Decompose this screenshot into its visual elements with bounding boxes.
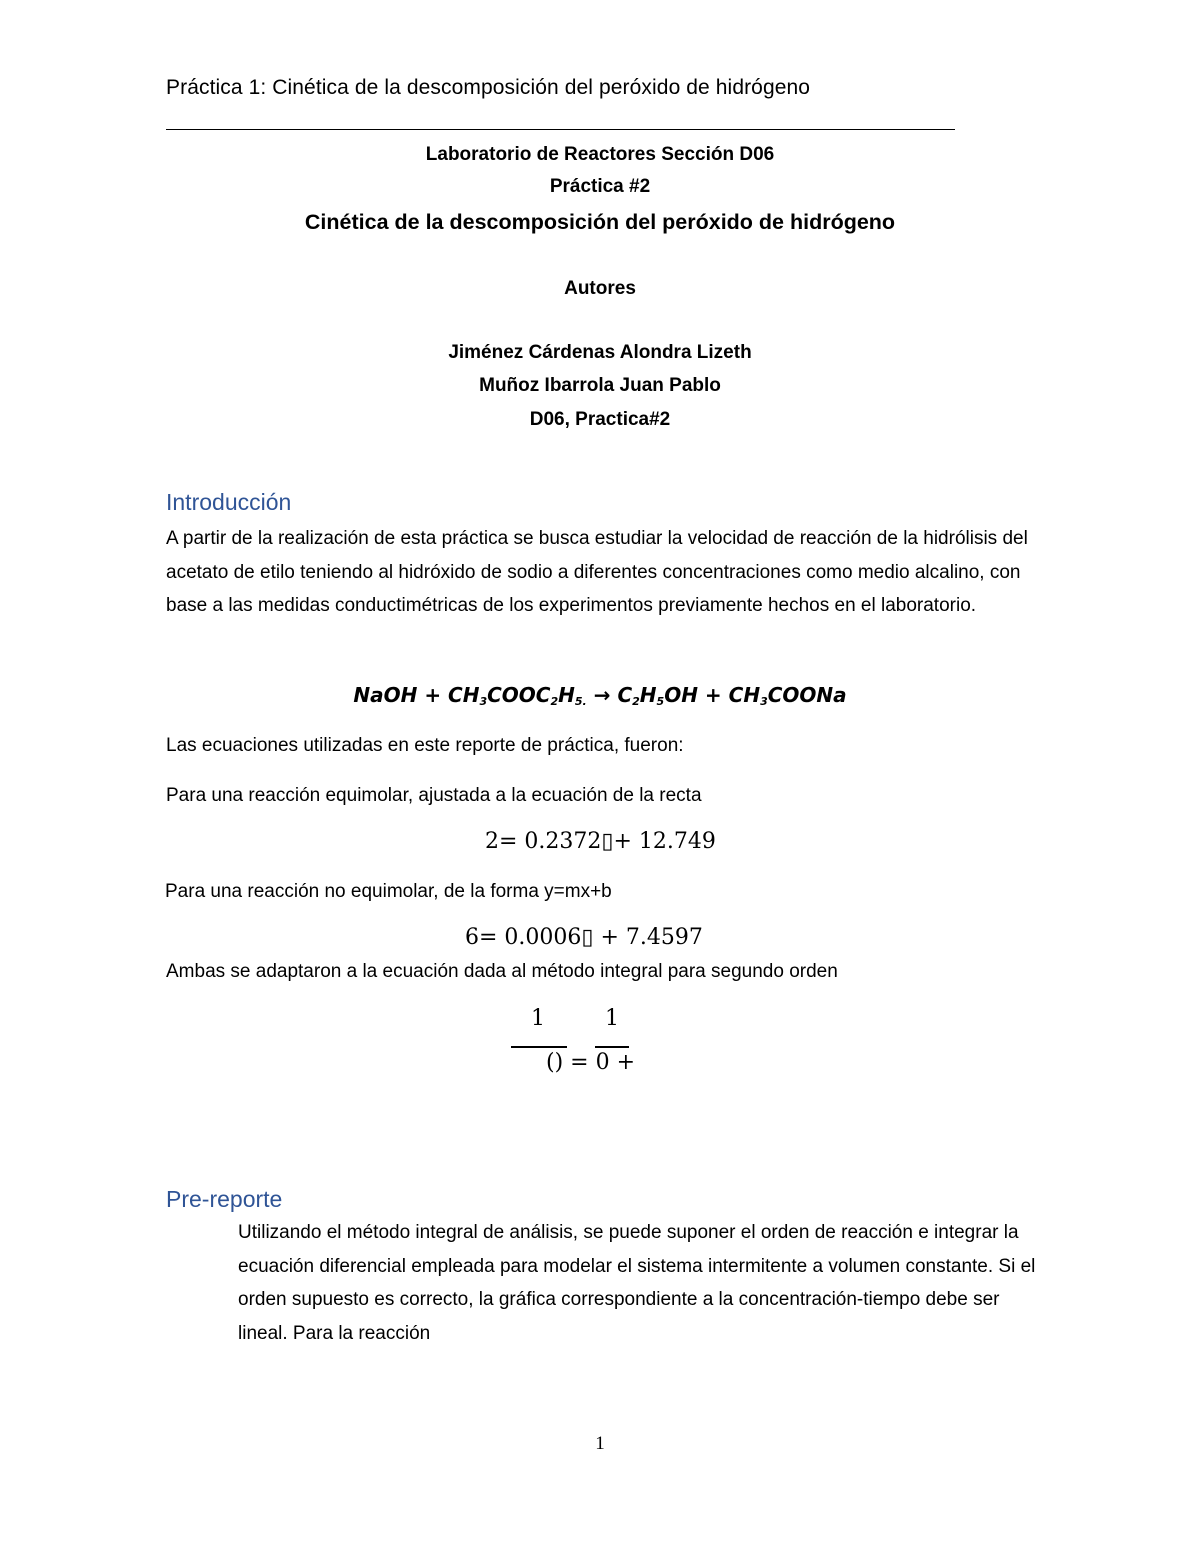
fraction-numerator-left: 1 bbox=[531, 1006, 545, 1031]
header-rule bbox=[166, 129, 955, 130]
non-equimolar-label: Para una reacción no equimolar, de la forma y=mx+b bbox=[165, 881, 612, 902]
equimolar-label: Para una reacción equimolar, ajustada a la ecuación de la recta bbox=[166, 785, 702, 806]
pre-report-paragraph: Utilizando el método integral de análisis, se puede suponer el orden de reacción e integrar la ecuación diferencial empleada para modelar el sistema intermitente a volumen constante. Si el orden supuesto es correcto, la gráfica correspondiente a la concentración-tiempo debe ser lineal. Para la reacción bbox=[238, 1222, 1036, 1344]
equimolar-equation: 2= 0.2372▯+ 12.749 bbox=[485, 829, 716, 854]
reaction-arrow: → bbox=[593, 683, 611, 707]
group-label: D06, Practica#2 bbox=[529, 409, 671, 430]
product-sodium-acetate: $CH_3COONa$ bbox=[728, 683, 847, 708]
authors-label: Autores bbox=[564, 278, 636, 299]
page-number: 1 bbox=[595, 1433, 605, 1454]
author-2: Muñoz Ibarrola Juan Pablo bbox=[479, 375, 721, 396]
product-ethanol: $C_2H_5OH$ bbox=[617, 683, 698, 708]
reactant-ethyl-acetate: $CH_3COOC_2H_{5.}$ bbox=[448, 683, 587, 708]
document-title: Cinética de la descomposición del peróxido de hidrógeno bbox=[304, 210, 896, 234]
introduction-paragraph: A partir de la realización de esta práctica se busca estudiar la velocidad de reacción de la hidrólisis del acetato de etilo teniendo al hidróxido de sodio a diferentes concentraciones como medio alcalino, con base a las medidas conductimétricas de los experimentos previamente hechos en el laboratorio. bbox=[166, 528, 1028, 616]
pre-report-heading: Pre-reporte bbox=[166, 1186, 283, 1212]
fraction-numerator-right: 1 bbox=[605, 1006, 619, 1031]
plus-sign: + bbox=[424, 683, 442, 707]
lab-section: Laboratorio de Reactores Sección D06 bbox=[425, 144, 775, 165]
integral-equation-bottom: () = 0 + bbox=[546, 1050, 636, 1075]
fraction-bar-right bbox=[595, 1046, 629, 1048]
reactant-naoh: NaOH bbox=[353, 683, 418, 707]
practice-number: Práctica #2 bbox=[549, 176, 651, 197]
integral-label: Ambas se adaptaron a la ecuación dada al método integral para segundo orden bbox=[166, 961, 838, 982]
author-1: Jiménez Cárdenas Alondra Lizeth bbox=[448, 342, 752, 363]
fraction-bar-left bbox=[511, 1046, 567, 1048]
non-equimolar-equation: 6= 0.0006▯ + 7.4597 bbox=[465, 925, 703, 950]
reaction-equation bbox=[166, 683, 1034, 708]
introduction-heading: Introducción bbox=[166, 489, 292, 515]
equations-intro: Las ecuaciones utilizadas en este reporte de práctica, fueron: bbox=[166, 735, 684, 756]
running-header: Práctica 1: Cinética de la descomposición del peróxido de hidrógeno bbox=[166, 76, 811, 99]
plus-sign: + bbox=[704, 683, 722, 707]
